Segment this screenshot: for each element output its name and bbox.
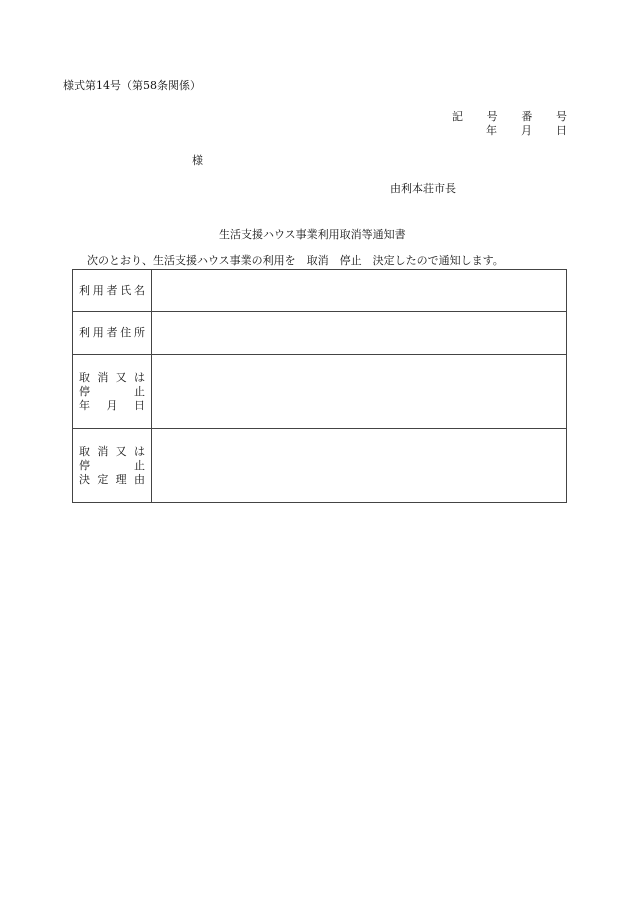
label-char: 停: [79, 384, 90, 398]
label-char: 由: [133, 472, 145, 486]
label-char: 消: [97, 370, 109, 384]
label-char: 日: [134, 398, 145, 412]
label-cell: [73, 355, 152, 429]
label-char: 止: [134, 458, 145, 472]
label-char: 決: [79, 472, 90, 486]
label-char: 月: [106, 398, 118, 412]
label-char: は: [133, 370, 145, 384]
label-char: 取: [79, 444, 90, 458]
label-cancel-date: [79, 371, 145, 413]
label-cell: [73, 429, 152, 503]
label-char: 又: [115, 444, 127, 458]
label-char: 住: [120, 326, 132, 339]
label-user-name: [79, 284, 145, 298]
label-char: 停: [79, 458, 90, 472]
issuer-name: 由利本荘市長: [390, 182, 456, 195]
label-user-address: [79, 326, 145, 340]
label-cell: [73, 312, 152, 355]
label-char: 名: [134, 283, 145, 297]
doc-number-char: 記: [452, 110, 463, 123]
date-line: [486, 124, 567, 138]
document-number-line: [452, 110, 567, 124]
user-address-value-cell: [152, 312, 567, 355]
body-text: 次のとおり、生活支援ハウス事業の利用を 取消 停止 決定したので通知します。: [87, 254, 504, 267]
label-char: 用: [92, 326, 104, 339]
label-decision-reason: [79, 445, 145, 487]
label-char: 止: [134, 384, 145, 398]
label-char: 利: [79, 283, 90, 297]
label-char: 理: [115, 472, 127, 486]
decision-reason-value-cell: [152, 429, 567, 503]
document-title: 生活支援ハウス事業利用取消等通知書: [219, 228, 406, 241]
notification-table: [72, 269, 567, 503]
table-row: [73, 312, 567, 355]
table-row: [73, 270, 567, 312]
label-char: は: [133, 444, 145, 458]
recipient-suffix: 様: [192, 154, 203, 167]
date-year: 年: [486, 124, 497, 137]
doc-number-char: 号: [486, 110, 498, 123]
doc-number-char: 号: [555, 110, 567, 123]
label-char: 所: [134, 326, 145, 339]
doc-number-char: 番: [521, 110, 533, 123]
label-char: 利: [79, 326, 90, 339]
label-char: 者: [106, 326, 118, 339]
label-char: 定: [97, 472, 109, 486]
form-number: 様式第14号（第58条関係）: [63, 79, 201, 92]
label-cell: [73, 270, 152, 312]
table-row: [73, 429, 567, 503]
date-month: 月: [521, 124, 532, 137]
date-day: 日: [556, 124, 567, 137]
label-char: 用: [92, 283, 104, 297]
label-char: 消: [97, 444, 109, 458]
label-char: 者: [106, 283, 118, 297]
user-name-value-cell: [152, 270, 567, 312]
label-char: 取: [79, 370, 90, 384]
label-char: 年: [79, 398, 90, 412]
table-row: [73, 355, 567, 429]
cancel-date-value-cell: [152, 355, 567, 429]
label-char: 又: [115, 370, 127, 384]
label-char: 氏: [120, 283, 132, 297]
